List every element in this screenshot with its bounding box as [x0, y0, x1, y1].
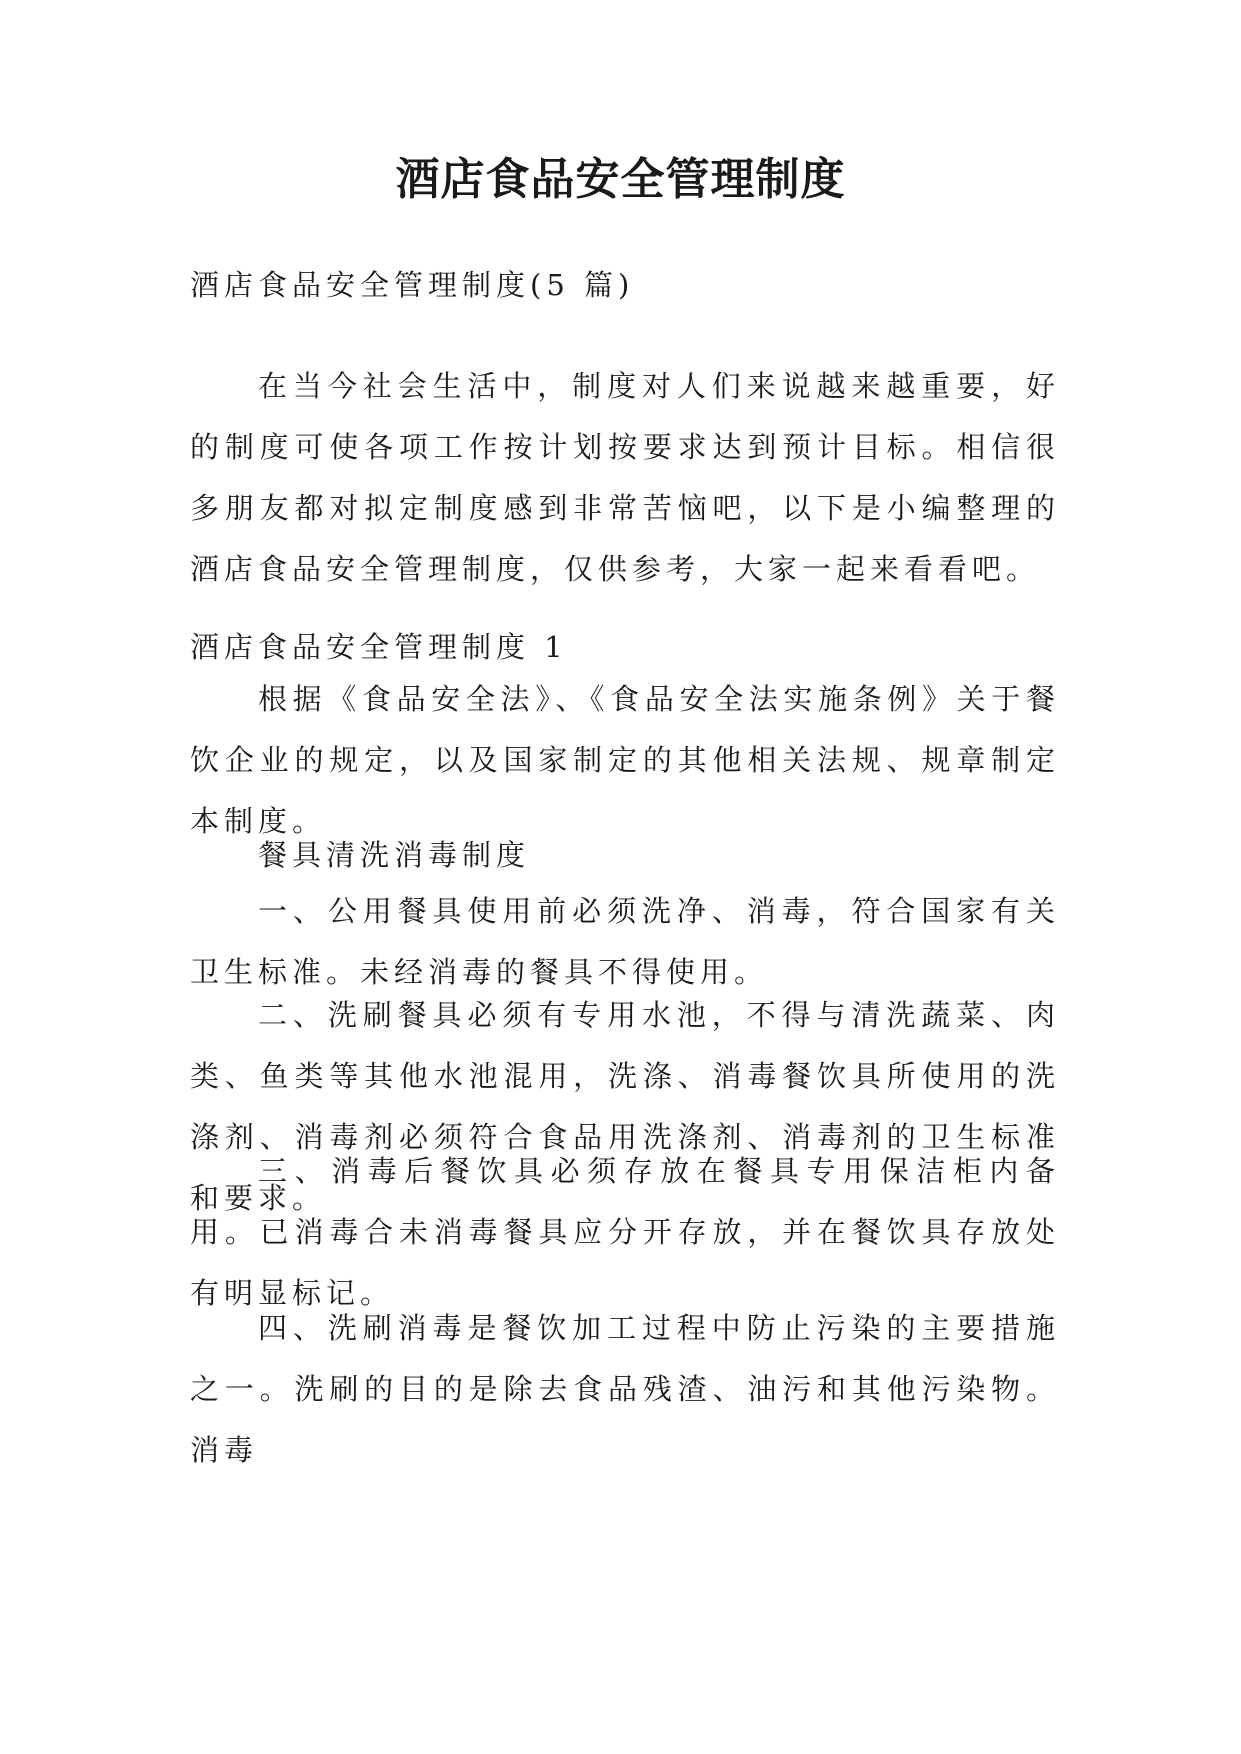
- section-heading: 酒店食品安全管理制度 1: [190, 630, 568, 664]
- basis-paragraph: 根据《食品安全法》、《食品安全法实施条例》关于餐饮企业的规定，以及国家制定的其他相关法规、规章制定本制度。: [190, 682, 1060, 838]
- document-title: 酒店食品安全管理制度: [395, 154, 846, 205]
- subsection-heading: 餐具清洗消毒制度: [258, 838, 531, 872]
- intro-paragraph: 在当今社会生活中，制度对人们来说越来越重要，好的制度可使各项工作按计划按要求达到预计目标。相信很多朋友都对拟定制度感到非常苦恼吧，以下是小编整理的酒店食品安全管理制度，仅供参考，大家一起来看看吧。: [190, 369, 1060, 586]
- document-subtitle: 酒店食品安全管理制度(5 篇): [190, 268, 635, 302]
- rule-item-2: 二、洗刷餐具必须有专用水池，不得与清洗蔬菜、肉类、鱼类等其他水池混用，洗涤、消毒餐饮具所使用的洗涤剂、消毒剂必须符合食品用洗涤剂、消毒剂的卫生标准和要求。: [190, 998, 1060, 1215]
- rule-item-1: 一、公用餐具使用前必须洗净、消毒，符合国家有关卫生标准。未经消毒的餐具不得使用。: [190, 894, 1060, 989]
- rule-item-4: 四、洗刷消毒是餐饮加工过程中防止污染的主要措施之一。洗刷的目的是除去食品残渣、油污和其他污染物。消毒: [190, 1311, 1060, 1467]
- rule-item-3: 三、消毒后餐饮具必须存放在餐具专用保洁柜内备用。已消毒合未消毒餐具应分开存放，并在餐饮具存放处有明显标记。: [190, 1154, 1060, 1310]
